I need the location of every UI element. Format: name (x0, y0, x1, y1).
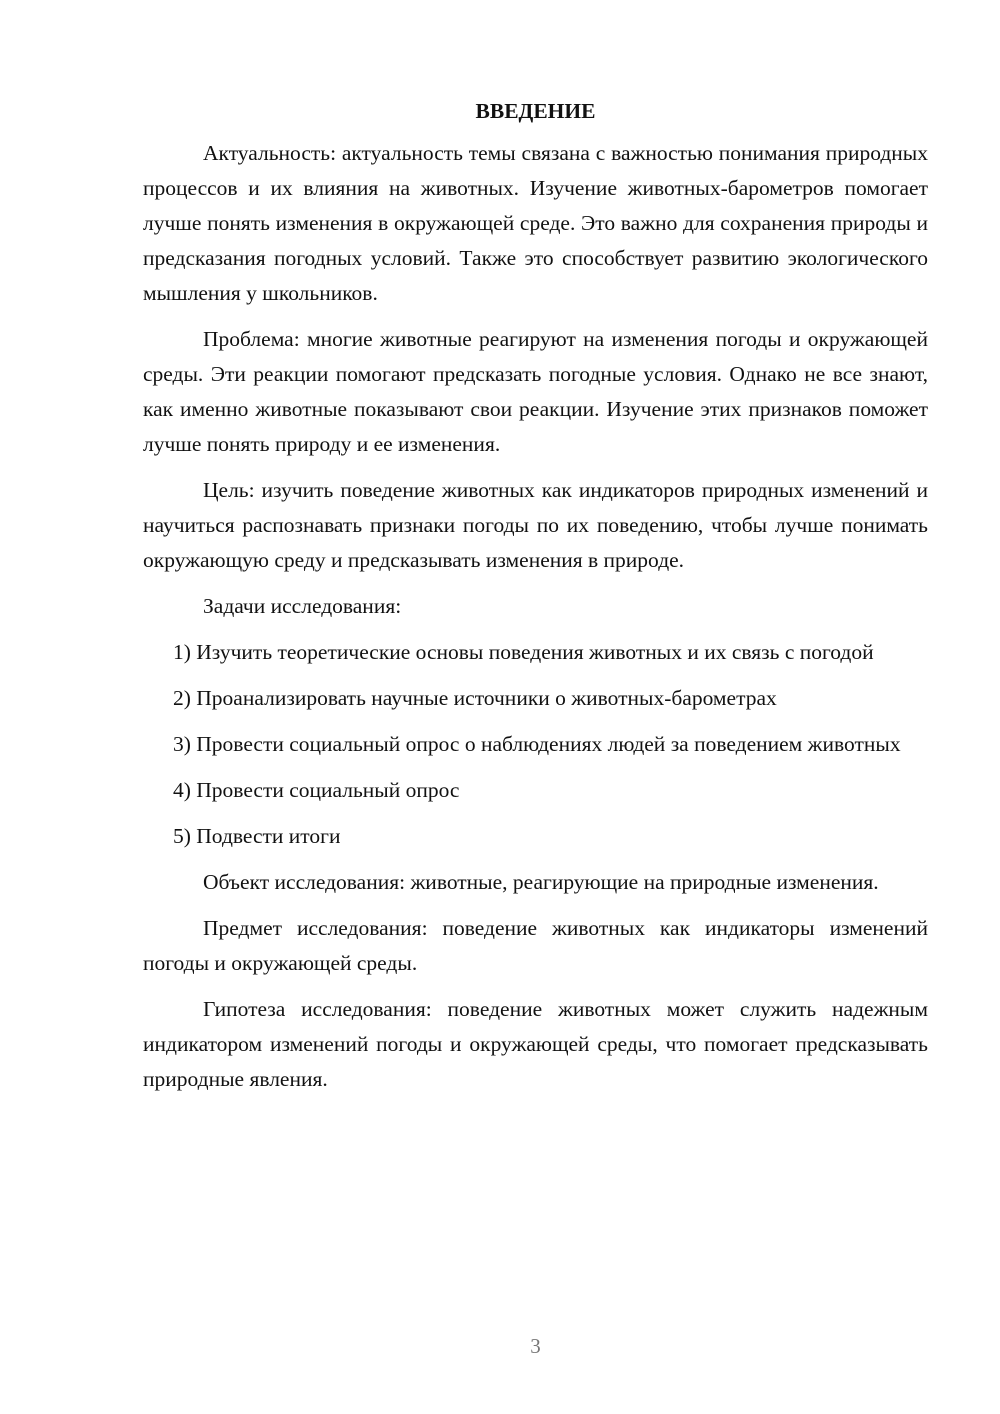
task-item-3: 3) Провести социальный опрос о наблюдениях людей за поведением животных (173, 732, 901, 756)
hypothesis-paragraph: Гипотеза исследования: поведение животных может служить надежным индикатором изменений погоды и окружающей среды, что помогает предсказывать природные явления. (143, 997, 928, 1091)
object-paragraph: Объект исследования: животные, реагирующие на природные изменения. (203, 870, 879, 894)
page-content (143, 96, 928, 1108)
section-title: ВВЕДЕНИЕ (475, 99, 596, 123)
goal-paragraph: Цель: изучить поведение животных как индикаторов природных изменений и научиться распознавать признаки погоды по их поведению, чтобы лучше понимать окружающую среду и предсказывать изменения в природе. (143, 478, 928, 572)
page-number: 3 (530, 1334, 541, 1358)
task-item-1: 1) Изучить теоретические основы поведения животных и их связь с погодой (173, 640, 874, 664)
task-item-4: 4) Провести социальный опрос (173, 778, 460, 802)
relevance-paragraph: Актуальность: актуальность темы связана с важностью понимания природных процессов и их влияния на животных. Изучение животных-барометров помогает лучше понять изменения в окружающей среде. Это важно для сохранения природы и предсказания погодных условий. Также это способствует развитию экологического мышления у школьников. (143, 141, 928, 305)
problem-paragraph: Проблема: многие животные реагируют на изменения погоды и окружающей среды. Эти реакции помогают предсказать погодные условия. Однако не все знают, как именно животные показывают свои реакции. Изучение этих признаков поможет лучше понять природу и ее изменения. (143, 327, 928, 456)
subject-paragraph: Предмет исследования: поведение животных как индикаторы изменений погоды и окружающей среды. (143, 916, 928, 975)
task-item-5: 5) Подвести итоги (173, 824, 341, 848)
tasks-heading: Задачи исследования: (203, 594, 402, 618)
task-item-2: 2) Проанализировать научные источники о животных-барометрах (173, 686, 777, 710)
